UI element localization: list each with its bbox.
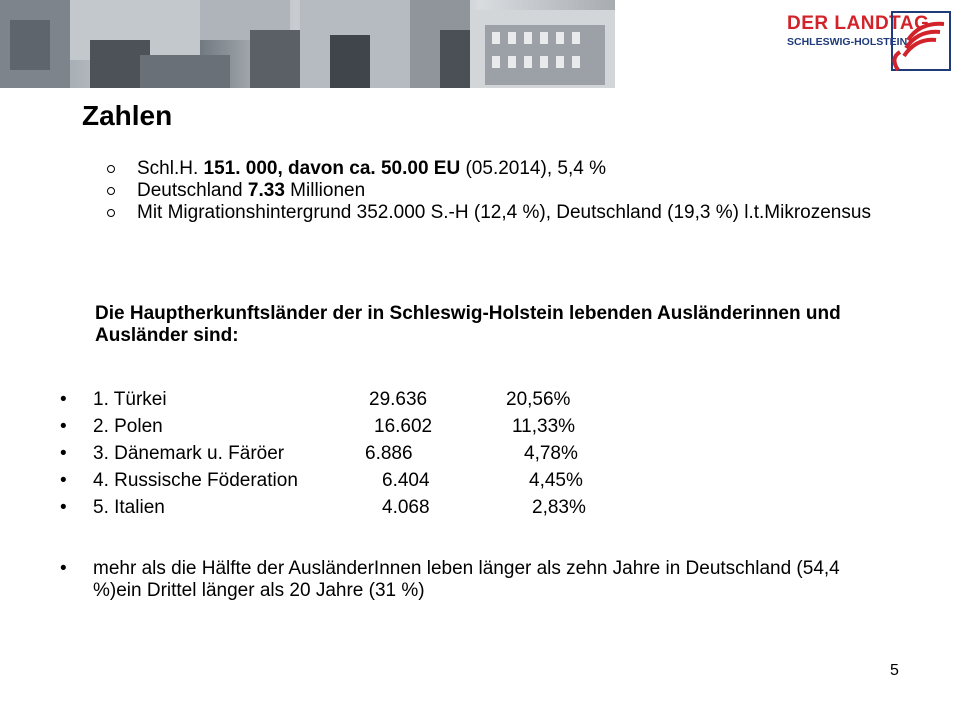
circle-bullet-icon (107, 165, 115, 173)
intro-heading: Die Hauptherkunftsländer der in Schleswig-Holstein lebenden Ausländerinnen und Ausländer sind: (95, 303, 841, 346)
country-percent: 4,45% (529, 470, 583, 491)
fact-text: Schl.H. 151. 000, davon ca. 50.00 EU (05.2014), 5,4 % (137, 158, 606, 179)
fact-item (105, 180, 905, 202)
landtag-logo (770, 10, 955, 80)
landtag-emblem-icon (888, 10, 954, 72)
fact-text: Mit Migrationshintergrund 352.000 S.-H (12,4 %), Deutschland (19,3 %) l.t.Mikrozensus (137, 202, 871, 223)
circle-bullet-icon (107, 187, 115, 195)
logo-subtitle: SCHLESWIG-HOLSTEIN (787, 36, 908, 48)
residence-duration-note (60, 558, 880, 602)
bullet-icon: • (60, 389, 67, 410)
fact-item (105, 158, 905, 180)
page-title: Zahlen (82, 100, 173, 131)
country-label: 4. Russische Föderation (93, 470, 298, 491)
country-label: 3. Dänemark u. Färöer (93, 443, 285, 464)
country-count: 6.886 (365, 443, 413, 464)
note-text: mehr als die Hälfte der AusländerInnen leben länger als zehn Jahre in Deutschland (54,4 %)ein Drittel länger als 20 Jahre (31 %) (93, 558, 840, 601)
bullet-icon: • (60, 470, 67, 491)
country-count: 6.404 (382, 470, 430, 491)
parliament-photo-collage (0, 0, 615, 88)
header-photo-banner (0, 0, 615, 88)
page-number: 5 (890, 662, 899, 679)
fact-text: Deutschland 7.33 Millionen (137, 180, 366, 201)
country-label: 2. Polen (93, 416, 163, 437)
logo-title: DER LANDTAG (787, 13, 930, 34)
country-count: 4.068 (382, 497, 430, 518)
country-percent: 2,83% (532, 497, 586, 518)
country-count: 16.602 (374, 416, 433, 437)
country-percent: 11,33% (512, 416, 576, 437)
circle-bullet-icon (107, 209, 115, 217)
bullet-icon: • (60, 416, 67, 437)
bullet-icon: • (60, 558, 67, 579)
fact-item (105, 202, 905, 224)
key-facts-list (105, 158, 905, 224)
country-label: 5. Italien (93, 497, 165, 518)
country-percent: 20,56% (506, 389, 571, 410)
country-percent: 4,78% (524, 443, 578, 464)
bullet-icon: • (60, 443, 67, 464)
country-count: 29.636 (369, 389, 428, 410)
bullet-icon: • (60, 497, 67, 518)
country-label: 1. Türkei (93, 389, 167, 410)
